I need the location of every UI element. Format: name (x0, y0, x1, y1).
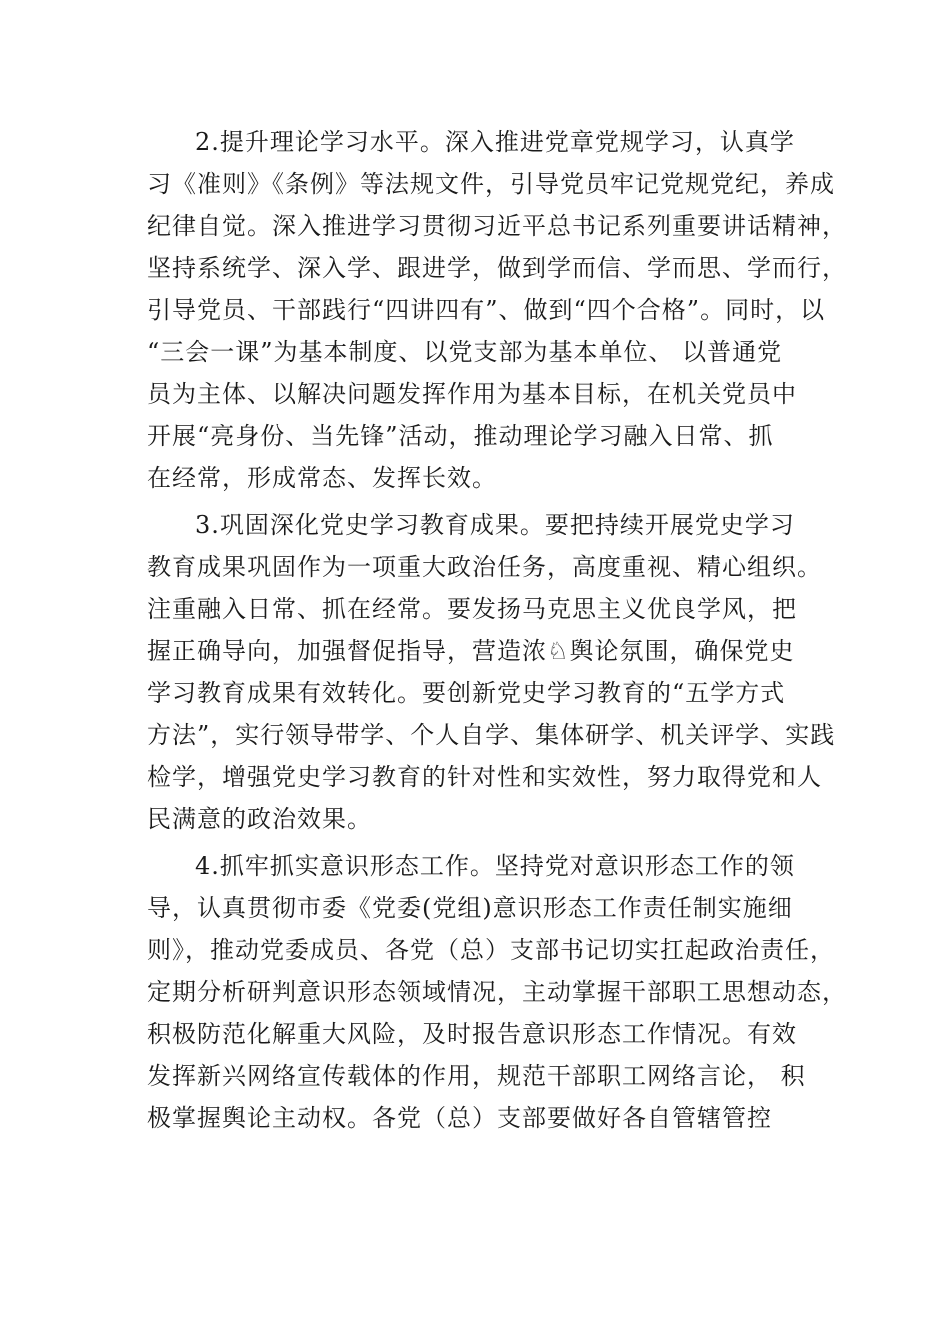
text-line: 2.提升理论学习水平。深入推进党章党规学习，认真学 (195, 128, 795, 156)
text-line: 4.抓牢抓实意识形态工作。坚持党对意识形态工作的领 (195, 852, 795, 880)
text-line: 坚持系统学、深入学、跟进学，做到学而信、学而思、学而行， (147, 254, 847, 282)
text-line: 员为主体、以解决问题发挥作用为基本目标，在机关党员中 (147, 380, 797, 408)
text-line: 握正确导向，加强督促指导，营造浓♘舆论氛围，确保党史 (147, 637, 795, 665)
text-line: 导，认真贯彻市委《党委(党组)意识形态工作责任制实施细 (147, 894, 793, 922)
document-body (147, 121, 847, 1144)
text-line: 注重融入日常、抓在经常。要发扬马克思主义优良学风，把 (147, 595, 797, 623)
text-line: 在经常，形成常态、发挥长效。 (147, 464, 497, 492)
text-line: 习《准则》《条例》等法规文件，引导党员牢记党规党纪，养成 (147, 170, 835, 198)
text-line: 学习教育成果有效转化。要创新党史学习教育的“五学方式 (147, 679, 786, 707)
paragraph-party-history (147, 504, 847, 840)
text-line: 定期分析研判意识形态领域情况，主动掌握干部职工思想动态， (147, 978, 847, 1006)
text-line: 纪律自觉。深入推进学习贯彻习近平总书记系列重要讲话精神， (147, 212, 847, 240)
text-line: 教育成果巩固作为一项重大政治任务，高度重视、精心组织。 (147, 553, 822, 581)
text-line: 积极防范化解重大风险，及时报告意识形态工作情况。有效 (147, 1020, 797, 1048)
paragraph-theory-study (147, 121, 847, 499)
text-line: 则》，推动党委成员、各党（总）支部书记切实扛起政治责任， (147, 936, 835, 964)
text-line: 方法”，实行领导带学、个人自学、集体研学、机关评学、实践 (147, 721, 836, 749)
text-line: 民满意的政治效果。 (147, 805, 372, 833)
text-line: “三会一课”为基本制度、以党支部为基本单位、 以普通党 (147, 338, 783, 366)
paragraph-ideology-work (147, 845, 847, 1139)
text-line: 开展“亮身份、当先锋”活动，推动理论学习融入日常、抓 (147, 422, 774, 450)
text-line: 引导党员、干部践行“四讲四有”、做到“四个合格”。同时，以 (147, 296, 826, 324)
text-line: 检学，增强党史学习教育的针对性和实效性，努力取得党和人 (147, 763, 822, 791)
text-line: 3.巩固深化党史学习教育成果。要把持续开展党史学习 (195, 511, 795, 539)
text-line: 发挥新兴网络宣传载体的作用，规范干部职工网络言论， 积 (147, 1062, 806, 1090)
text-line: 极掌握舆论主动权。各党（总）支部要做好各自管辖管控 (147, 1104, 772, 1132)
